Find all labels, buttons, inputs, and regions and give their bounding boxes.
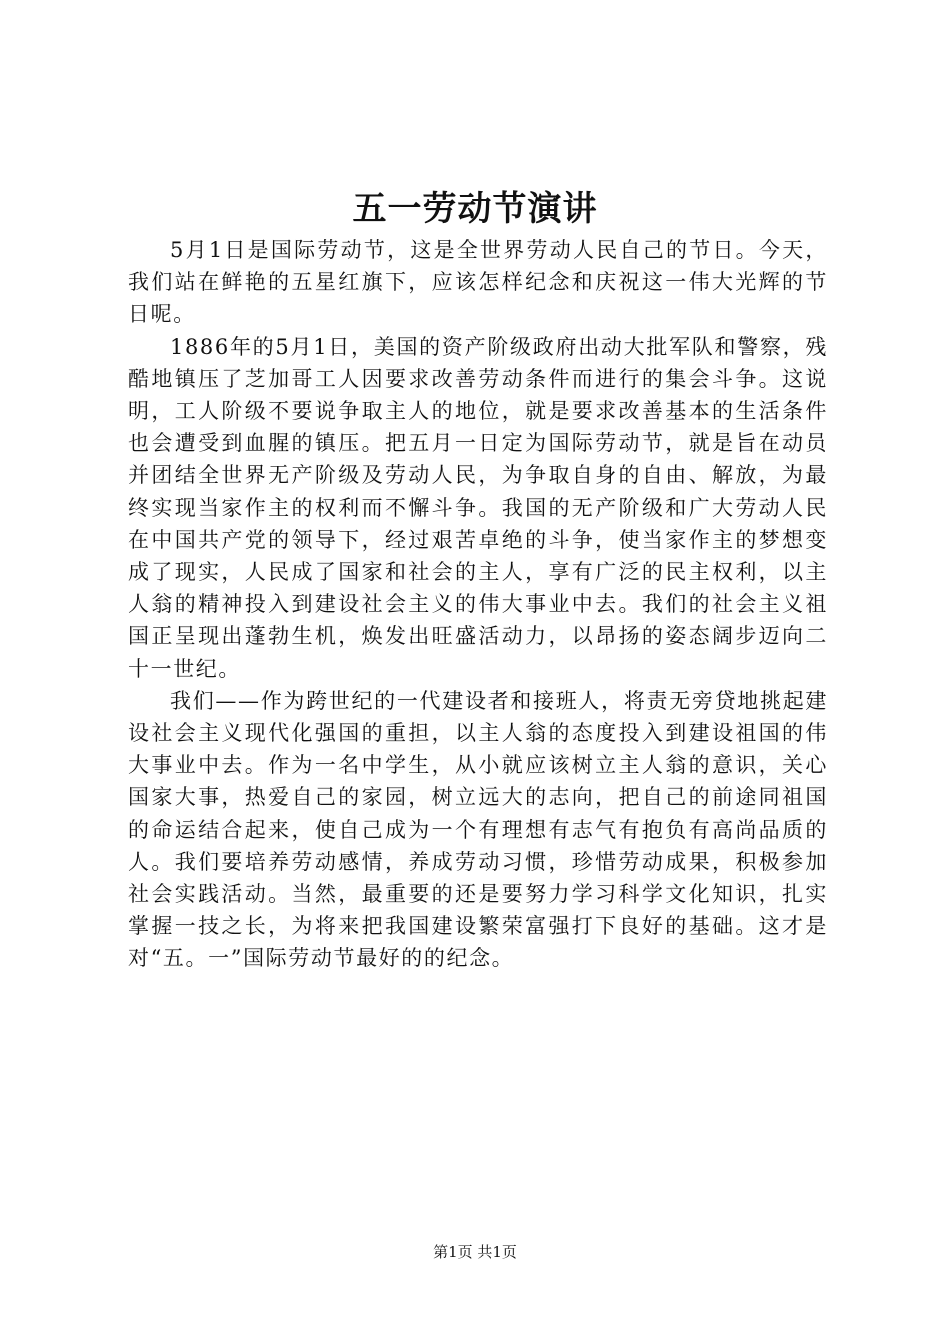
page-number: 第1页: [433, 1243, 473, 1261]
paragraph-2: 1886年的5月1日，美国的资产阶级政府出动大批军队和警察，残酷地镇压了芝加哥工人因要求改善劳动条件而进行的集会斗争。这说明，工人阶级不要说争取主人的地位，就是要求改善基本的生活条件也会遭受到血腥的镇压。把五月一日定为国际劳动节，就是旨在动员并团结全世界无产阶级及劳动人民，为争取自身的自由、解放，为最终实现当家作主的权利而不懈斗争。我国的无产阶级和广大劳动人民在中国共产党的领导下，经过艰苦卓绝的斗争，使当家作主的梦想变成了现实，人民成了国家和社会的主人，享有广泛的民主权利，以主人翁的精神投入到建设社会主义的伟大事业中去。我们的社会主义祖国正呈现出蓬勃生机，焕发出旺盛活动力，以昂扬的姿态阔步迈向二十一世纪。: [128, 334, 828, 681]
document-body: [128, 234, 828, 975]
paragraph-1: 5月1日是国际劳动节，这是全世界劳动人民自己的节日。今天，我们站在鲜艳的五星红旗下，应该怎样纪念和庆祝这一伟大光辉的节日呢。: [128, 238, 828, 327]
document-title: 五一劳动节演讲: [352, 189, 598, 229]
paragraph-3: 我们——作为跨世纪的一代建设者和接班人，将责无旁贷地挑起建设社会主义现代化强国的重担，以主人翁的态度投入到建设祖国的伟大事业中去。作为一名中学生，从小就应该树立主人翁的意识，关心国家大事，热爱自己的家园，树立远大的志向，把自己的前途同祖国的命运结合起来，使自己成为一个有理想有志气有抱负有高尚品质的人。我们要培养劳动感情，养成劳动习惯，珍惜劳动成果，积极参加社会实践活动。当然，最重要的还是要努力学习科学文化知识，扎实掌握一技之长，为将来把我国建设繁荣富强打下良好的基础。这才是对“五。一”国际劳动节最好的的纪念。: [128, 688, 828, 971]
page-footer: [0, 1242, 950, 1262]
page-total: 共1页: [477, 1243, 517, 1261]
